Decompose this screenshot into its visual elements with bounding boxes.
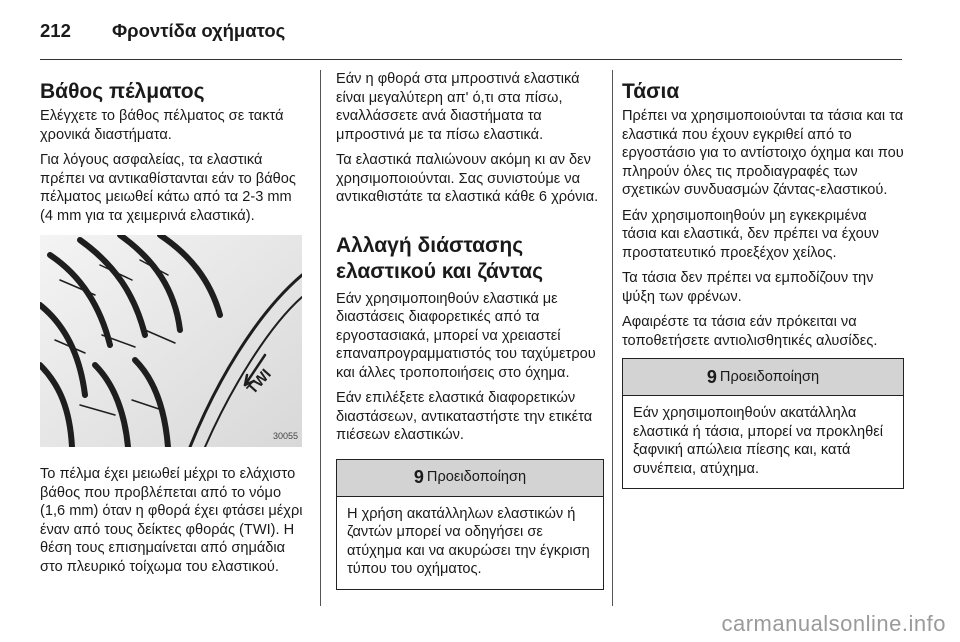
paragraph: Εάν επιλέξετε ελαστικά διαφορετικών διαστάσεων, αντικαταστήστε την ετικέτα πιέσεων ελαστικών. — [336, 390, 593, 443]
warning-box — [336, 459, 604, 590]
tire-tread-figure — [40, 235, 302, 447]
paragraph: Τα τάσια δεν πρέπει να εμποδίζουν την ψύξη των φρένων. — [622, 270, 874, 305]
warning-text: Εάν χρησιμοποιηθούν ακατάλληλα ελαστικά ή τάσια, μπορεί να προκληθεί ξαφνική απώλεια πίεσης και, κατά συνέπεια, ατύχημα. — [633, 405, 883, 477]
figure-number: 30055 — [272, 430, 298, 441]
column-divider-2 — [612, 70, 613, 606]
warning-header — [623, 359, 903, 396]
warning-header — [337, 460, 603, 497]
paragraph: Εάν χρησιμοποιηθούν ελαστικά με διαστάσεις διαφορετικές από τα εργοστασιακά, μπορεί να χρειαστεί επαναπρογραμματιστός του ταχύμετρου και άλλες τροποποιήσεις στο όχημα. — [336, 290, 596, 381]
page-title: Φροντίδα οχήματος — [112, 20, 286, 41]
header-divider — [40, 59, 902, 60]
section-heading-wheel-covers: Τάσια — [622, 80, 680, 103]
tire-tread-illustration — [40, 235, 302, 447]
page-number: 212 — [40, 20, 71, 41]
paragraph: Για λόγους ασφαλείας, τα ελαστικά πρέπει να αντικαθίστανται εάν το βάθος πέλματος μειωθεί κάτω από τα 2-3 mm (4 mm για τα χειμερινά ελαστικά). — [40, 152, 296, 224]
paragraph: Ελέγχετε το βάθος πέλματος σε τακτά χρονικά διαστήματα. — [40, 108, 284, 143]
watermark: carmanualsonline.info — [721, 611, 946, 636]
section-heading-tread-depth: Βάθος πέλματος — [40, 80, 205, 103]
paragraph: Το πέλμα έχει μειωθεί μέχρι το ελάχιστο βάθος που προβλέπεται από το νόμο (1,6 mm) όταν η φθορά έχει φτάσει μέχρι έναν από τους δείκτες φθοράς (TWI). Η θέση τους επισημαίνεται από σημάδια στο πλευρικό τοίχωμα του ελαστικού. — [40, 466, 303, 575]
paragraph: Εάν η φθορά στα μπροστινά ελαστικά είναι μεγαλύτερη απ' ό,τι στα πίσω, εναλλάσσετε ανά διαστήματα τα μπροστινά με τα πίσω ελαστικά. — [336, 71, 580, 143]
warning-icon: 9 — [706, 366, 717, 387]
warning-text: Η χρήση ακατάλληλων ελαστικών ή ζαντών μπορεί να οδηγήσει σε ατύχημα και να ακυρώσει την έγκριση τύπου του οχήματος. — [347, 505, 590, 577]
column-2 — [336, 70, 604, 590]
column-divider-1 — [320, 70, 321, 606]
paragraph: Τα ελαστικά παλιώνουν ακόμη κι αν δεν χρησιμοποιούνται. Σας συνιστούμε να αντικαθιστάτε τα ελαστικά κάθε 6 χρόνια. — [336, 152, 599, 205]
warning-icon: 9 — [413, 467, 424, 488]
paragraph: Αφαιρέστε τα τάσια εάν πρόκειται να τοποθετήσετε αντιολισθητικές αλυσίδες. — [622, 314, 878, 349]
twi-label: TWI — [243, 365, 275, 398]
warning-title: Προειδοποίηση — [426, 469, 527, 486]
paragraph: Πρέπει να χρησιμοποιούνται τα τάσια και τα ελαστικά που έχουν εγκριθεί από το εργοστάσιο για το αντίστοιχο όχημα και που πληρούν όλες τις προδιαγραφές των σχετικών συνδυασμών ζάντας-ελαστικού. — [622, 108, 904, 198]
page-header — [40, 20, 906, 62]
warning-title: Προειδοποίηση — [719, 368, 820, 385]
warning-box — [622, 358, 904, 489]
column-3 — [622, 70, 904, 489]
column-1 — [40, 70, 304, 583]
paragraph: Εάν χρησιμοποιηθούν μη εγκεκριμένα τάσια και ελαστικά, δεν πρέπει να έχουν προστατευτικό προεξέχον χείλος. — [622, 207, 879, 261]
section-heading-tire-rim-size: Αλλαγή διάστασης ελαστικού και ζάντας — [336, 233, 544, 283]
